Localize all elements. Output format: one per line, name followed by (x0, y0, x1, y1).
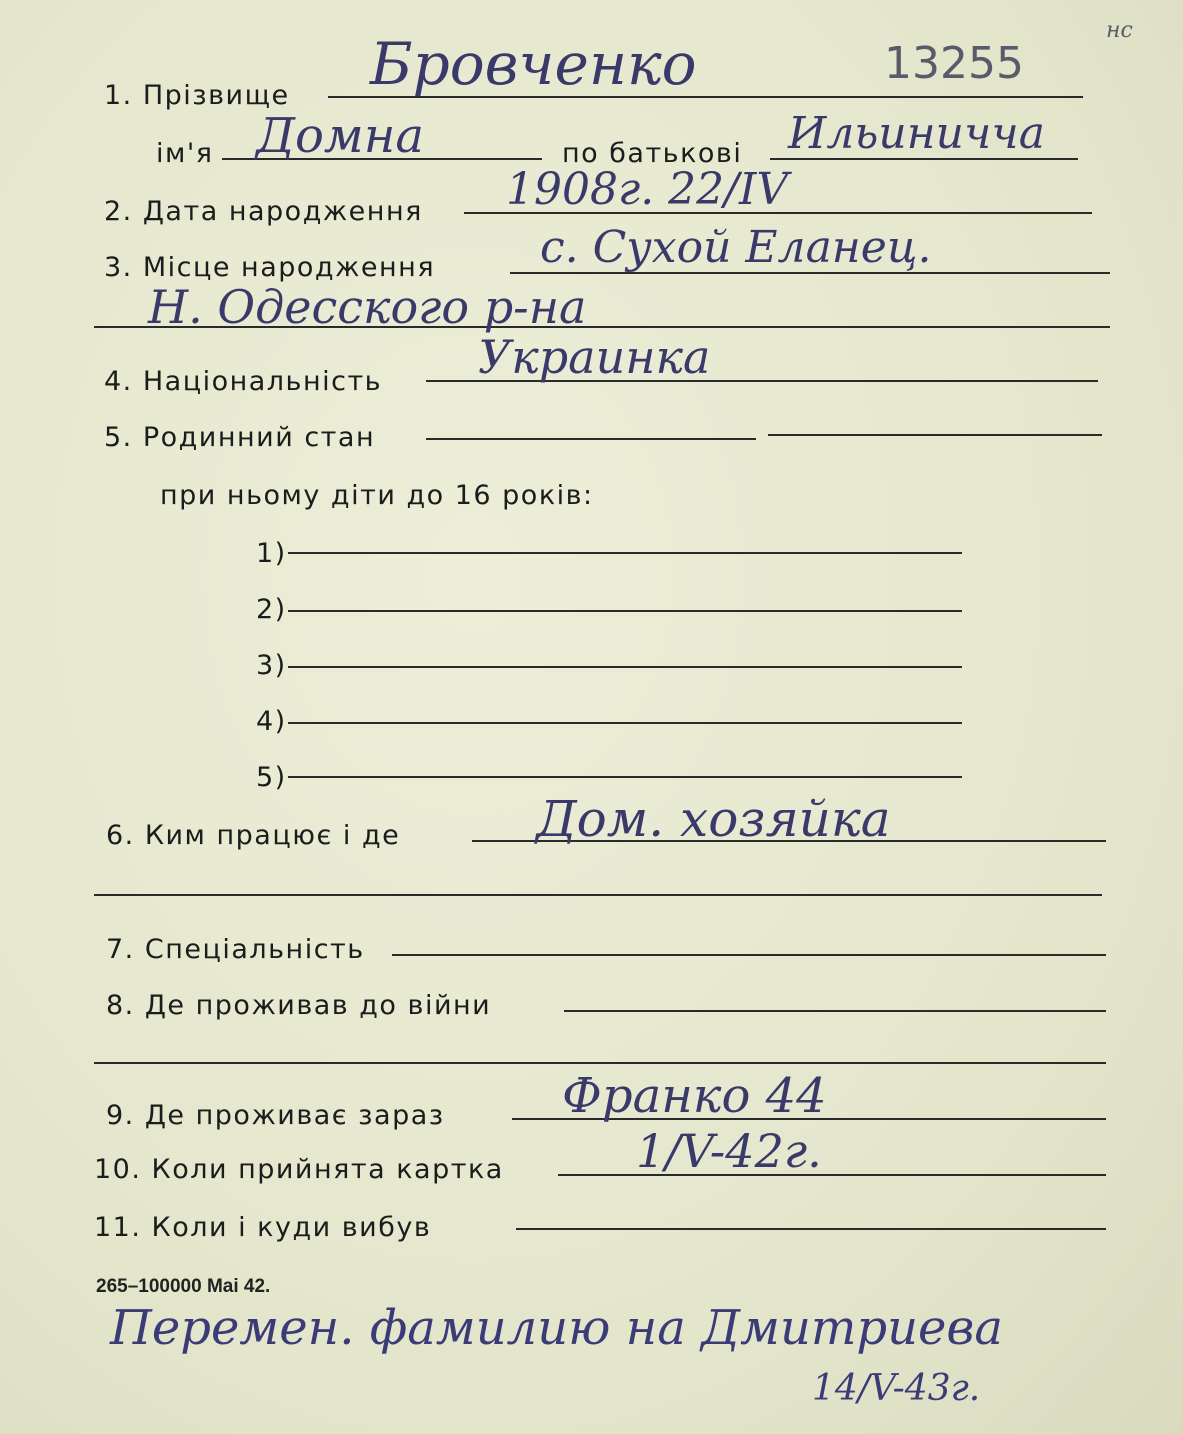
children-label: при ньому діти до 16 років: (160, 480, 594, 511)
marital-label: 5. Родинний стан (104, 422, 376, 453)
child-5-line (288, 776, 962, 778)
child-3-label: 3) (256, 650, 287, 681)
marital-line-a (426, 438, 756, 440)
child-4-label: 4) (256, 706, 287, 737)
birthplace-value-2: Н. Одесского р-на (148, 280, 587, 334)
surname-label: 1. Прізвище (104, 80, 290, 111)
child-2-label: 2) (256, 594, 287, 625)
birthplace-value-1: с. Сухой Еланец. (540, 222, 932, 273)
print-run-mark: 265–100000 Mai 42. (96, 1276, 271, 1297)
speciality-line (392, 954, 1106, 956)
occupation-value: Дом. хозяйка (536, 790, 891, 848)
child-2-line (288, 610, 962, 612)
marital-line-b (768, 434, 1102, 436)
surname-change-note: Перемен. фамилию на Дмитриева (110, 1300, 1003, 1356)
speciality-label: 7. Спеціальність (106, 934, 365, 965)
prewar-residence-line-1 (564, 1010, 1106, 1012)
departure-line (516, 1228, 1106, 1230)
prewar-residence-line-2 (94, 1062, 1106, 1064)
card-accepted-value: 1/V-42г. (636, 1124, 822, 1178)
current-residence-label: 9. Де проживає зараз (106, 1100, 445, 1131)
record-suffix: нс (1106, 18, 1133, 43)
birthplace-label: 3. Місце народження (104, 252, 436, 283)
record-number: 13255 (884, 38, 1024, 89)
nationality-value: Украинка (478, 330, 711, 384)
child-1-line (288, 552, 962, 554)
occupation-line-2 (94, 894, 1102, 896)
patronymic-value: Ильиничча (788, 108, 1045, 159)
birthdate-value: 1908г. 22/IV (506, 164, 789, 215)
child-5-label: 5) (256, 762, 287, 793)
birthdate-label: 2. Дата народження (104, 196, 423, 227)
surname-value: Бровченко (370, 30, 697, 98)
nationality-label: 4. Національність (104, 366, 383, 397)
name-label: ім'я (156, 138, 214, 169)
name-value: Домна (256, 108, 424, 164)
current-residence-value: Франко 44 (562, 1068, 827, 1124)
occupation-label: 6. Ким працює і де (106, 820, 401, 851)
child-4-line (288, 722, 962, 724)
prewar-residence-label: 8. Де проживав до війни (106, 990, 492, 1021)
patronymic-label: по батькові (562, 138, 743, 169)
child-3-line (288, 666, 962, 668)
departure-label: 11. Коли і куди вибув (94, 1212, 432, 1243)
card-accepted-label: 10. Коли прийнята картка (94, 1154, 504, 1185)
surname-change-date: 14/V-43г. (812, 1368, 981, 1409)
child-1-label: 1) (256, 538, 287, 569)
